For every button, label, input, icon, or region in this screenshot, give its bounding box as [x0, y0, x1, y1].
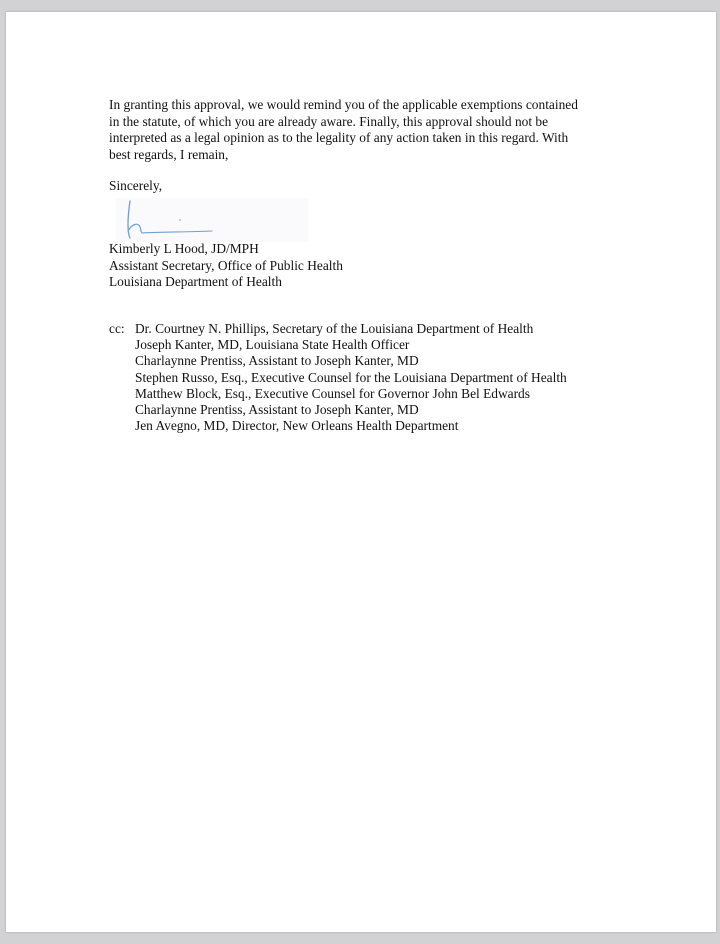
- signatory-title: Assistant Secretary, Office of Public Health: [109, 257, 343, 273]
- document-page: [6, 12, 716, 932]
- cc-recipient: Stephen Russo, Esq., Executive Counsel for the Louisiana Department of Health: [135, 369, 567, 385]
- cc-recipient: Matthew Block, Esq., Executive Counsel for Governor John Bel Edwards: [135, 385, 530, 401]
- cc-recipient: Charlaynne Prentiss, Assistant to Joseph Kanter, MD: [135, 402, 419, 418]
- paragraph-line: best regards, I remain,: [109, 146, 229, 162]
- signature-block: [109, 241, 343, 291]
- cc-recipient: Charlaynne Prentiss, Assistant to Joseph Kanter, MD: [135, 353, 419, 369]
- cc-label: cc:: [109, 321, 125, 336]
- paragraph-line: In granting this approval, we would remind you of the applicable exemptions contained: [109, 97, 578, 112]
- handwritten-signature: [116, 198, 308, 242]
- cc-recipient: Joseph Kanter, MD, Louisiana State Health Officer: [135, 337, 410, 353]
- cc-list: [109, 321, 567, 434]
- paragraph-line: in the statute, of which you are already aware. Finally, this approval should not be: [109, 113, 549, 129]
- paragraph-line: interpreted as a legal opinion as to the legality of any action taken in this regard. With: [109, 130, 569, 145]
- signatory-organization: Louisiana Department of Health: [109, 274, 282, 289]
- closing-salutation: Sincerely,: [109, 178, 163, 193]
- cc-recipient: Dr. Courtney N. Phillips, Secretary of the Louisiana Department of Health: [135, 321, 534, 336]
- cc-recipient: Jen Avegno, MD, Director, New Orleans Health Department: [135, 418, 459, 434]
- signatory-name: Kimberly L Hood, JD/MPH: [109, 241, 259, 256]
- body-paragraph: [109, 97, 629, 163]
